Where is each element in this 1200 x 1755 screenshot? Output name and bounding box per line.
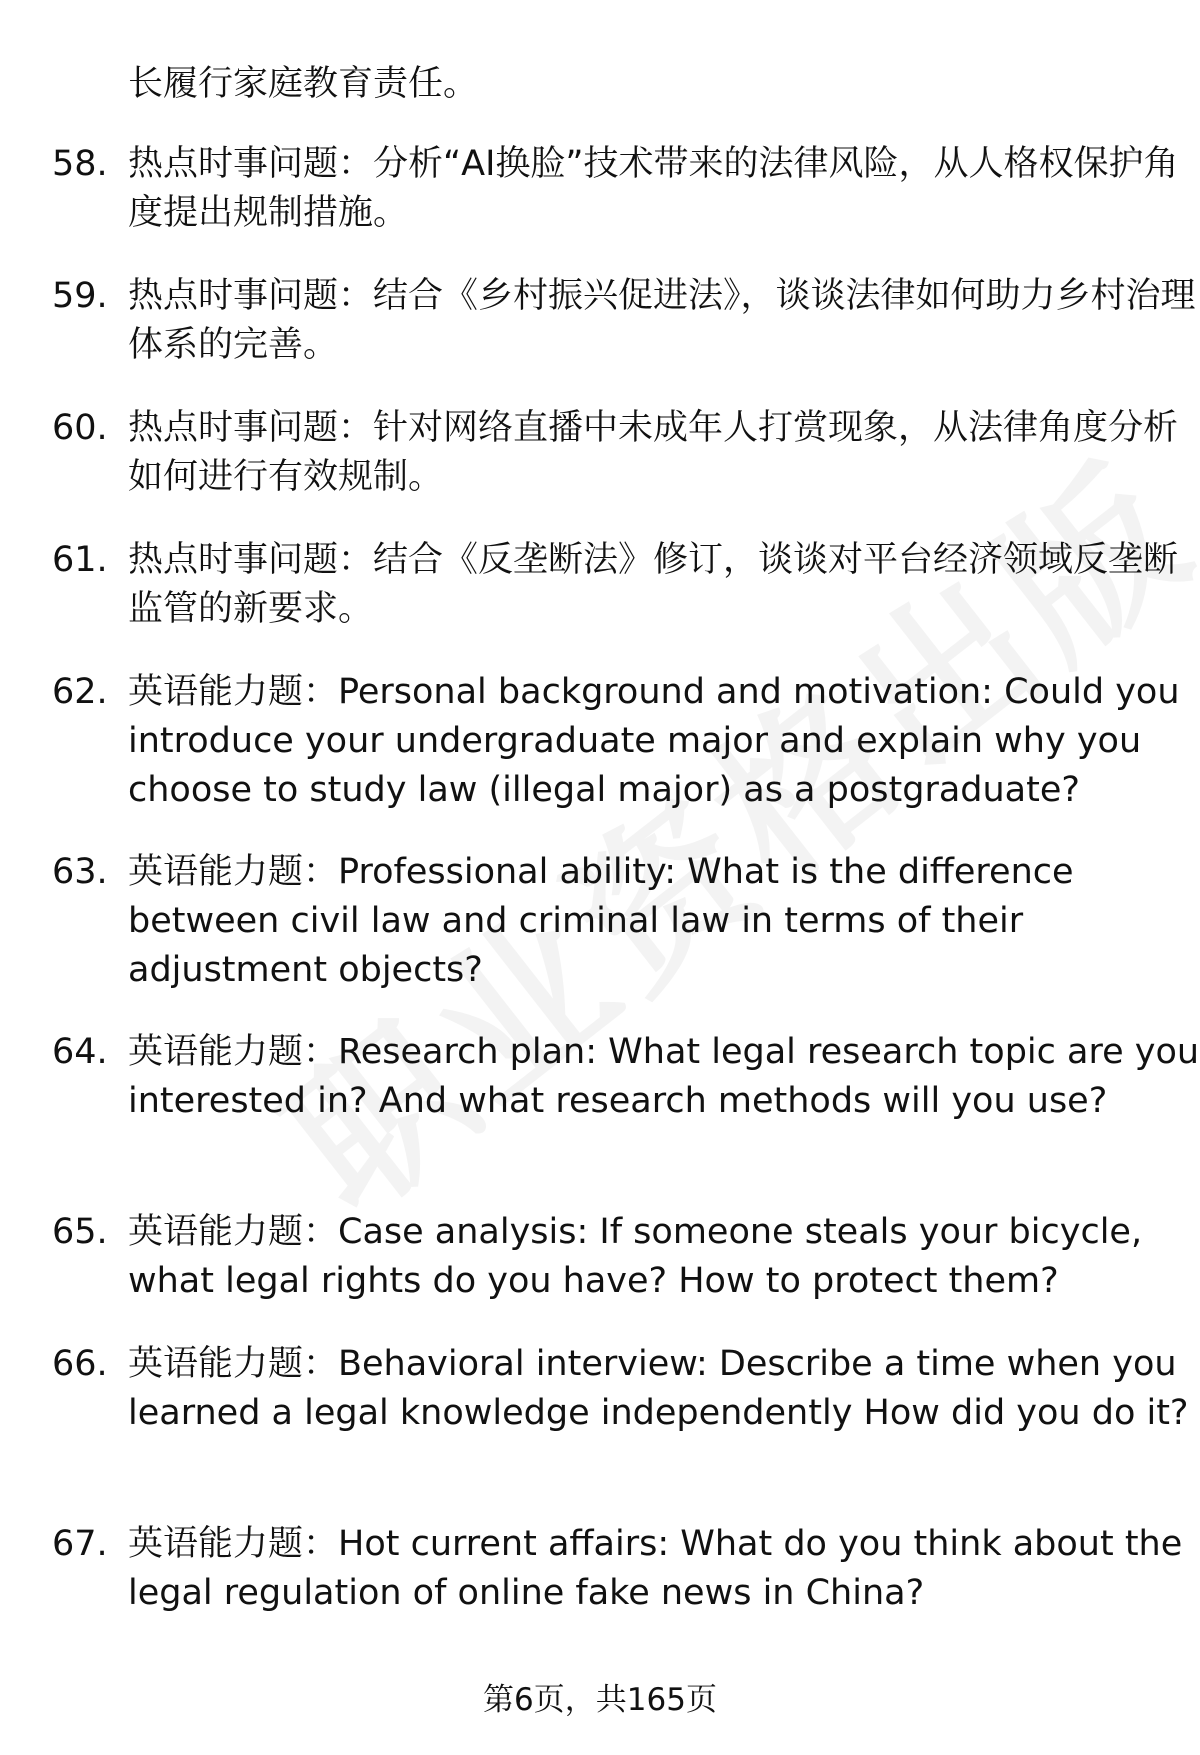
item-text: 热点时事问题：分析“AI换脸”技术带来的法律风险，从人格权保护角度提出规制措施。 (128, 144, 1179, 233)
item-number: 63. (52, 852, 108, 892)
item-text: 英语能力题：Professional ability: What is the difference between civil law and criminal law in terms of their adjustment objects? (128, 852, 1074, 990)
item-number: 65. (52, 1212, 108, 1252)
item-text: 英语能力题：Personal background and motivation: Could you introduce your undergraduate major and explain why you choose to study law (illegal major) as a postgraduate? (128, 672, 1180, 810)
item-text: 热点时事问题：结合《乡村振兴促进法》，谈谈法律如何助力乡村治理体系的完善。 (128, 276, 1196, 365)
item-text: 热点时事问题：针对网络直播中未成年人打赏现象，从法律角度分析如何进行有效规制。 (128, 408, 1179, 497)
item-text: 热点时事问题：结合《反垄断法》修订，谈谈对平台经济领域反垄断监管的新要求。 (128, 540, 1179, 629)
item-number: 60. (52, 408, 108, 448)
item-number: 67. (52, 1524, 108, 1564)
item-text: 英语能力题：Hot current affairs: What do you think about the legal regulation of online fake news in China? (128, 1524, 1183, 1613)
page-footer: 第6页，共165页 (483, 1682, 717, 1718)
item-number: 59. (52, 276, 108, 316)
item-number: 64. (52, 1032, 108, 1072)
item-number: 66. (52, 1344, 108, 1384)
item-text: 英语能力题：Research plan: What legal research topic are you interested in? And what research methods will you use? (128, 1032, 1200, 1121)
item-text: 英语能力题：Behavioral interview: Describe a time when you learned a legal knowledge independently How did you do it? (128, 1344, 1189, 1433)
continuation-text: 长履行家庭教育责任。 (128, 64, 479, 104)
item-number: 62. (52, 672, 108, 712)
item-number: 58. (52, 144, 108, 184)
item-text: 英语能力题：Case analysis: If someone steals your bicycle, what legal rights do you have? How to protect them? (128, 1212, 1143, 1301)
item-number: 61. (52, 540, 108, 580)
